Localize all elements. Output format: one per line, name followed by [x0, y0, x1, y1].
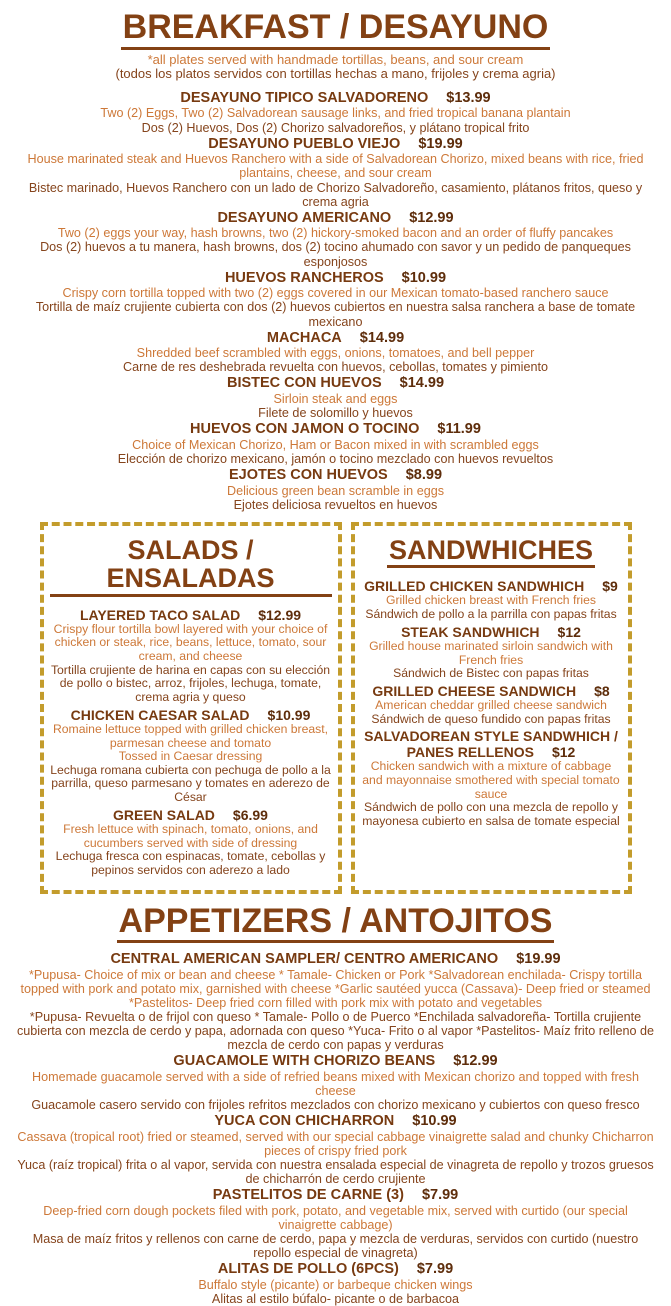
sandwiches-title: SANDWHICHES: [387, 536, 595, 568]
item-name: SALVADOREAN STYLE SANDWHICH / PANES RELLENOS: [364, 728, 618, 760]
menu-item: [18, 467, 653, 512]
item-name: BISTEC CON HUEVOS: [227, 375, 382, 391]
boxed-sections-row: [20, 522, 651, 893]
item-description-spanish: Lechuga fresca con espinacas, tomate, cebollas y pepinos servidos con aderezo a lado: [50, 850, 332, 877]
item-price: $12: [558, 624, 581, 640]
menu-item: [18, 210, 653, 269]
menu-item: [50, 607, 332, 705]
item-description-spanish: Masa de maíz fritos y rellenos con carne de cerdo, papa y mezcla de verduras, servidos con curtido (nuestro repollo especial de vinagreta): [14, 1232, 657, 1260]
menu-item: [50, 707, 332, 805]
item-description-english: *Pupusa- Choice of mix or bean and cheese * Tamale- Chicken or Pork *Salvadorean enchilada- Crispy tortilla topped with pork and potato mix, garnished with cheese *Garlic sautéed yucca (Cassava)- Deep fried or steamed *Pastelitos- Deep fried corn filled with pork mix with potato and vegetables: [14, 968, 657, 1010]
breakfast-notes: [0, 53, 671, 82]
item-description-spanish: Dos (2) Huevos, Dos (2) Chorizo salvadoreños, y plátano tropical frito: [18, 121, 653, 135]
item-description-english: Crispy flour tortilla bowl layered with your choice of chicken or steak, rice, beans, lettuce, tomato, sour cream, and cheese: [50, 623, 332, 664]
item-price: $19.99: [418, 136, 462, 152]
item-description-english: Homemade guacamole served with a side of refried beans mixed with Mexican chorizo and topped with fresh cheese: [14, 1070, 657, 1098]
item-name-price: [50, 807, 332, 823]
menu-item: [18, 270, 653, 329]
breakfast-header: [0, 10, 671, 53]
appetizers-item-list: [0, 951, 671, 1306]
item-name: GRILLED CHICKEN SANDWHICH: [364, 578, 584, 594]
menu-item: [14, 1261, 657, 1306]
item-name-price: [14, 1053, 657, 1070]
item-description-english: Delicious green bean scramble in eggs: [18, 484, 653, 498]
item-price: $12.99: [258, 607, 301, 623]
item-description-spanish: Sándwich de queso fundido con papas fritas: [361, 713, 622, 727]
item-description-english: Buffalo style (picante) or barbeque chicken wings: [14, 1278, 657, 1292]
item-description-english: Shredded beef scrambled with eggs, onions, tomatoes, and bell pepper: [18, 346, 653, 360]
item-description-spanish: Carne de res deshebrada revuelta con huevos, cebollas, tomates y pimiento: [18, 360, 653, 374]
item-name: DESAYUNO TIPICO SALVADORENO: [180, 90, 428, 106]
item-name: LAYERED TACO SALAD: [80, 607, 240, 623]
menu-item: [50, 807, 332, 878]
item-description-english: Fresh lettuce with spinach, tomato, onions, and cucumbers served with side of dressing: [50, 823, 332, 850]
menu-item: [18, 90, 653, 135]
item-name-price: [361, 578, 622, 594]
item-description-spanish: Elección de chorizo mexicano, jamón o tocino mezclado con huevos revueltos: [18, 452, 653, 466]
appetizers-header: [0, 904, 671, 952]
item-name-price: [18, 330, 653, 347]
item-name-price: [18, 467, 653, 484]
item-price: $12: [552, 744, 575, 760]
item-description-spanish: Filete de solomillo y huevos: [18, 406, 653, 420]
item-description-spanish: Yuca (raíz tropical) frita o al vapor, servida con nuestra ensalada especial de vinagreta de repollo y trozos gruesos de chicharrón de cerdo crujiente: [14, 1158, 657, 1186]
item-name-price: [18, 375, 653, 392]
item-price: $13.99: [446, 90, 490, 106]
item-description-english: Choice of Mexican Chorizo, Ham or Bacon mixed in with scrambled eggs: [18, 438, 653, 452]
menu-item: [361, 624, 622, 681]
item-price: $12.99: [453, 1053, 497, 1069]
menu-item: [18, 375, 653, 420]
breakfast-note-english: *all plates served with handmade tortillas, beans, and sour cream: [0, 53, 671, 68]
item-price: $14.99: [360, 330, 404, 346]
item-name-price: [361, 728, 622, 760]
item-description-english: Two (2) Eggs, Two (2) Salvadorean sausage links, and fried tropical banana plantain: [18, 106, 653, 120]
sandwiches-item-list: [361, 578, 622, 828]
item-name-price: [14, 1261, 657, 1278]
breakfast-item-list: [0, 90, 671, 512]
item-name-price: [14, 1113, 657, 1130]
section-sandwiches: [351, 522, 632, 893]
menu-item: [18, 421, 653, 466]
item-description-spanish: *Pupusa- Revuelta o de frijol con queso * Tamale- Pollo o de Puerco *Enchilada salvadoreña- Tortilla crujiente cubierta con mezcla de cerdo y papa, adornada con queso *Yuca- Frito o al vapor *Pastelitos- Maíz frito relleno de mezcla de cerdo con papas y verduras: [14, 1010, 657, 1052]
item-description-spanish: Ejotes deliciosa revueltos en huevos: [18, 498, 653, 512]
item-name-price: [361, 683, 622, 699]
menu-item: [18, 136, 653, 209]
menu-item: [14, 1053, 657, 1112]
section-salads: [40, 522, 342, 893]
item-name: STEAK SANDWHICH: [401, 624, 539, 640]
item-name: CENTRAL AMERICAN SAMPLER/ CENTRO AMERICANO: [110, 951, 498, 967]
item-name-price: [361, 624, 622, 640]
item-price: $7.99: [417, 1261, 453, 1277]
item-price: $19.99: [516, 951, 560, 967]
menu-item: [14, 951, 657, 1052]
item-description-spanish: Alitas al estilo búfalo- picante o de barbacoa: [14, 1292, 657, 1306]
menu-item: [14, 1187, 657, 1260]
item-description-english: Grilled chicken breast with French fries: [361, 594, 622, 608]
item-name: PASTELITOS DE CARNE (3): [213, 1187, 404, 1203]
section-breakfast: [0, 10, 671, 512]
item-description-english: Tossed in Caesar dressing: [50, 750, 332, 764]
item-description-english: Deep-fried corn dough pockets filed with pork, potato, and vegetable mix, served with curtido (our special vinaigrette cabbage): [14, 1204, 657, 1232]
item-name-price: [14, 951, 657, 968]
item-name-price: [18, 90, 653, 107]
menu-item: [361, 683, 622, 726]
item-name-price: [50, 607, 332, 623]
item-price: $8.99: [406, 467, 442, 483]
section-appetizers: [0, 904, 671, 1306]
item-name: ALITAS DE POLLO (6PCS): [218, 1261, 399, 1277]
item-description-spanish: Sándwich de pollo a la parrilla con papas fritas: [361, 608, 622, 622]
item-description-english: Crispy corn tortilla topped with two (2) eggs covered in our Mexican tomato-based ranchero sauce: [18, 286, 653, 300]
item-description-english: Cassava (tropical root) fried or steamed, served with our special cabbage vinaigrette salad and chunky Chicharron pieces of crispy fried pork: [14, 1130, 657, 1158]
item-description-english: Two (2) eggs your way, hash browns, two (2) hickory-smoked bacon and an order of fluffy pancakes: [18, 226, 653, 240]
item-name: HUEVOS RANCHEROS: [225, 270, 384, 286]
item-description-spanish: Sándwich de pollo con una mezcla de repollo y mayonesa cubierto en salsa de tomate especial: [361, 801, 622, 828]
item-price: $11.99: [437, 421, 481, 437]
item-description-spanish: Guacamole casero servido con frijoles refritos mezclados con chorizo mexicano y cubiertos con queso fresco: [14, 1098, 657, 1112]
menu-item: [361, 578, 622, 621]
item-price: $10.99: [402, 270, 446, 286]
item-description-spanish: Sándwich de Bistec con papas fritas: [361, 667, 622, 681]
item-name: MACHACA: [267, 330, 342, 346]
item-description-english: House marinated steak and Huevos Ranchero with a side of Salvadorean Chorizo, mixed beans with rice, fried plantains, cheese, and sour cream: [18, 152, 653, 180]
item-price: $10.99: [268, 707, 311, 723]
item-price: $7.99: [422, 1187, 458, 1203]
item-price: $12.99: [409, 210, 453, 226]
item-name: HUEVOS CON JAMON O TOCINO: [190, 421, 419, 437]
item-name: DESAYUNO PUEBLO VIEJO: [208, 136, 400, 152]
item-name-price: [14, 1187, 657, 1204]
item-name: DESAYUNO AMERICANO: [217, 210, 391, 226]
item-name-price: [18, 136, 653, 153]
salads-item-list: [50, 607, 332, 878]
item-description-english: American cheddar grilled cheese sandwich: [361, 699, 622, 713]
item-name-price: [18, 421, 653, 438]
item-name-price: [50, 707, 332, 723]
breakfast-note-spanish: (todos los platos servidos con tortillas hechas a mano, frijoles y crema agria): [0, 67, 671, 82]
item-name: EJOTES CON HUEVOS: [229, 467, 388, 483]
item-price: $10.99: [412, 1113, 456, 1129]
item-name: YUCA CON CHICHARRON: [214, 1113, 394, 1129]
item-price: $9: [602, 578, 618, 594]
item-name-price: [18, 270, 653, 287]
item-description-english: Sirloin steak and eggs: [18, 392, 653, 406]
item-description-english: Grilled house marinated sirloin sandwich with French fries: [361, 640, 622, 667]
item-name: CHICKEN CAESAR SALAD: [71, 707, 250, 723]
item-price: $8: [594, 683, 610, 699]
item-description-english: Romaine lettuce topped with grilled chicken breast, parmesan cheese and tomato: [50, 723, 332, 750]
item-description-spanish: Dos (2) huevos a tu manera, hash browns, dos (2) tocino ahumado con savor y un pedido de panqueques esponjosos: [18, 240, 653, 268]
item-description-spanish: Lechuga romana cubierta con pechuga de pollo a la parrilla, queso parmesano y tomates en aderezo de César: [50, 764, 332, 805]
item-description-english: Chicken sandwich with a mixture of cabbage and mayonnaise smothered with special tomato sauce: [361, 760, 622, 801]
item-description-spanish: Tortilla crujiente de harina en capas con su elección de pollo o bistec, arroz, frijoles, lechuga, tomate, crema agria y queso: [50, 664, 332, 705]
item-name: GRILLED CHEESE SANDWICH: [372, 683, 576, 699]
item-description-spanish: Tortilla de maíz crujiente cubierta con dos (2) huevos cubiertos en nuestra salsa ranchera a base de tomate mexicano: [18, 300, 653, 328]
menu-item: [18, 330, 653, 375]
item-description-spanish: Bistec marinado, Huevos Ranchero con un lado de Chorizo Salvadoreño, casamiento, plátanos fritos, queso y crema agria: [18, 181, 653, 209]
item-name-price: [18, 210, 653, 227]
item-price: $6.99: [233, 807, 268, 823]
item-price: $14.99: [400, 375, 444, 391]
item-name: GREEN SALAD: [113, 807, 215, 823]
salads-title: SALADS / ENSALADAS: [50, 536, 332, 597]
item-name: GUACAMOLE WITH CHORIZO BEANS: [173, 1053, 435, 1069]
menu-item: [14, 1113, 657, 1186]
appetizers-title: APPETIZERS / ANTOJITOS: [117, 904, 555, 944]
breakfast-title: BREAKFAST / DESAYUNO: [121, 10, 551, 50]
menu-item: [361, 728, 622, 828]
